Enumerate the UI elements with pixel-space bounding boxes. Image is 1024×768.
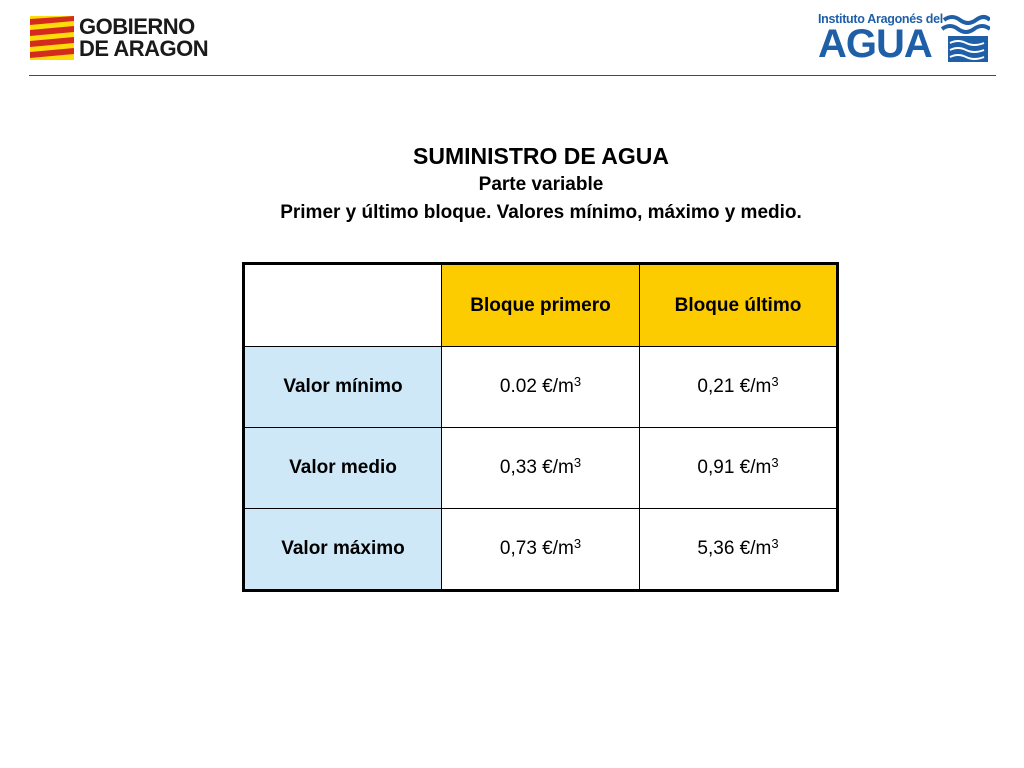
page-subtitle: Parte variable <box>478 174 604 195</box>
column-header-bloque-ultimo: Bloque último <box>640 264 838 347</box>
logo-left-line2: DE ARAGON <box>79 36 209 61</box>
table-header-row <box>244 264 838 347</box>
logo-left-line1: GOBIERNO <box>79 14 195 39</box>
header-divider <box>29 75 996 76</box>
row-header-valor-medio: Valor medio <box>244 428 442 509</box>
price-cell <box>640 428 838 509</box>
price-unit: €/m <box>542 457 574 478</box>
price-value: 0.02 <box>499 376 537 397</box>
price-cell <box>640 347 838 428</box>
water-waves-icon <box>940 12 990 64</box>
unit-exponent: 3 <box>771 374 779 389</box>
price-unit: €/m <box>542 538 574 559</box>
price-cell <box>640 509 838 591</box>
unit-exponent: 3 <box>771 536 779 551</box>
aragon-flag-icon <box>30 16 74 60</box>
price-value: 0,21 <box>697 376 735 397</box>
page-title: SUMINISTRO DE AGUA <box>413 143 669 169</box>
row-header-valor-maximo: Valor máximo <box>244 509 442 591</box>
page-description: Primer y último bloque. Valores mínimo, máximo y medio. <box>280 202 802 223</box>
instituto-agua-main-text: AGUA <box>818 22 932 66</box>
price-cell <box>442 509 640 591</box>
water-price-table <box>242 262 839 592</box>
price-value: 5,36 <box>697 538 735 559</box>
row-header-valor-minimo: Valor mínimo <box>244 347 442 428</box>
table-row <box>244 347 838 428</box>
price-value: 0,73 <box>499 538 537 559</box>
price-value: 0,91 <box>697 457 735 478</box>
unit-exponent: 3 <box>771 455 779 470</box>
unit-exponent: 3 <box>573 536 582 551</box>
instituto-agua-top-text: Instituto Aragonés del <box>818 12 943 26</box>
gobierno-aragon-logo <box>30 14 208 62</box>
price-unit: €/m <box>739 376 772 397</box>
table-corner-cell <box>244 264 442 347</box>
table-row <box>244 428 838 509</box>
price-unit: €/m <box>542 376 574 397</box>
unit-exponent: 3 <box>573 374 582 389</box>
price-cell <box>442 428 640 509</box>
price-unit: €/m <box>739 457 772 478</box>
table-row <box>244 509 838 591</box>
column-header-bloque-primero: Bloque primero <box>442 264 640 347</box>
gobierno-aragon-wordmark <box>79 16 208 60</box>
price-value: 0,33 <box>499 457 537 478</box>
unit-exponent: 3 <box>573 455 582 470</box>
price-unit: €/m <box>739 538 772 559</box>
title-block <box>0 141 1024 227</box>
instituto-agua-logo <box>818 10 990 66</box>
price-cell <box>442 347 640 428</box>
